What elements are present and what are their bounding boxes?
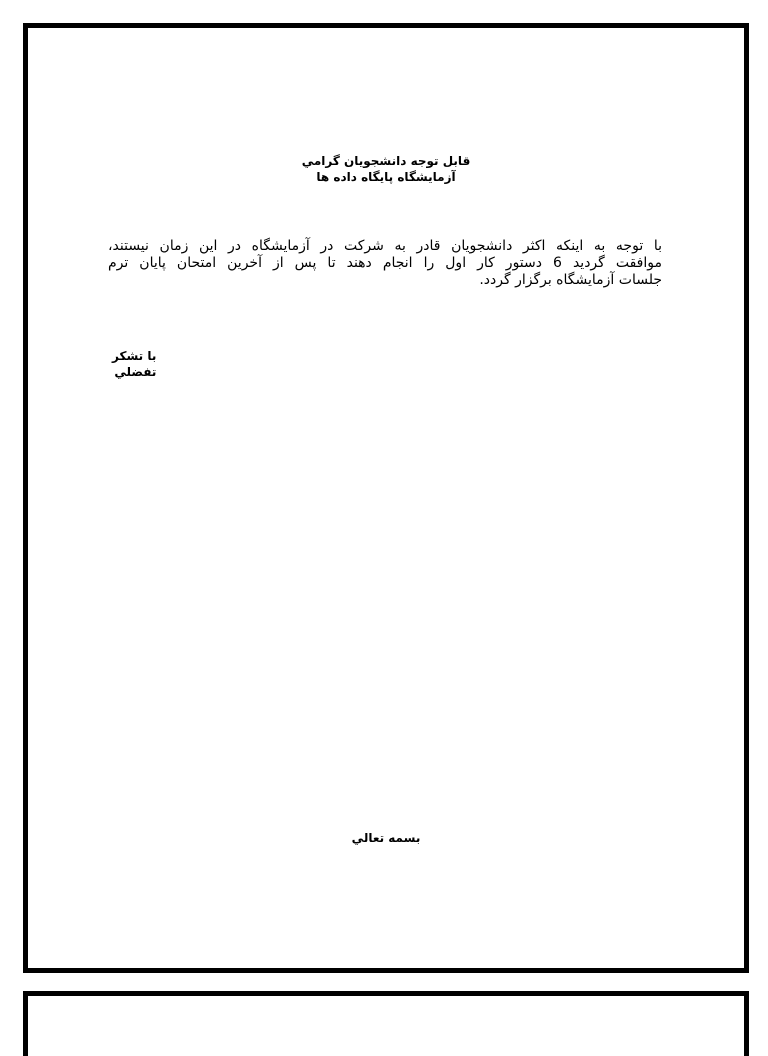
document-page bbox=[23, 23, 749, 973]
notice-title: قابل توجه دانشجويان گرامي bbox=[301, 154, 471, 168]
signature-block bbox=[112, 348, 156, 380]
page-footer-text: بسمه تعالي bbox=[351, 831, 421, 845]
notice-body bbox=[108, 238, 662, 289]
signature-thanks: با تشكر bbox=[112, 349, 157, 363]
body-line: جلسات آزمایشگاه برگزار گردد. bbox=[479, 272, 662, 288]
signature-name: تفضلي bbox=[114, 365, 157, 379]
body-line: موافقت گردید 6 دستور کار اول را انجام دهند تا پس از آخرین امتحان پایان ترم bbox=[108, 255, 662, 271]
body-line: با توجه به اینکه اکثر دانشجویان قادر به شرکت در آزمایشگاه در این زمان نیستند، bbox=[108, 238, 662, 254]
notice-heading bbox=[28, 153, 744, 185]
notice-subtitle: آزمايشگاه پايگاه داده ها bbox=[316, 170, 456, 184]
